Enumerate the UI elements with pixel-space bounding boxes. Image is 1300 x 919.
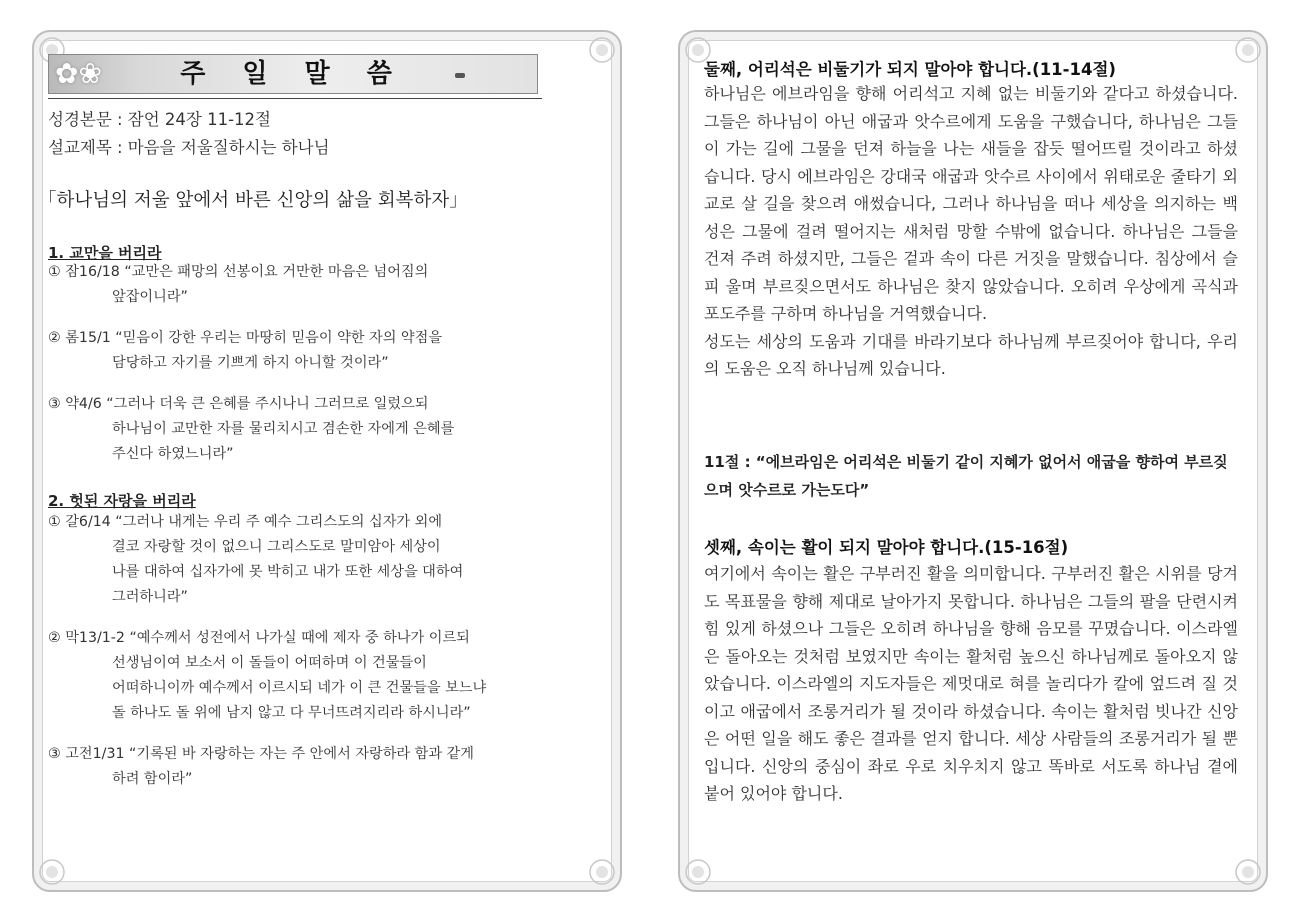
verse-block (48, 260, 428, 310)
verse-block (48, 326, 442, 376)
verse-line: ③ 약4/6 “그러나 더욱 큰 은혜를 주시나니 그러므로 일렀으되 (48, 396, 429, 412)
paragraph-text: 하나님은 에브라임을 향해 어리석고 지혜 없는 비둘기와 같다고 하셨습니다. 그들은 하나님이 아닌 애굽과 앗수르에게 도움을 구했습니다, 하나님은 그들이 가는 길에 그물을 던져 하늘을 나는 새들을 잡듯 떨어뜨릴 것이라고 하셨습니다. 당시 에브라임은 강대국 애굽과 앗수르 사이에서 위태로운 줄타기 외교로 살 길을 찾으려 애썼습니다, 그러나 하나님을 떠나 세상을 의지하는 백성은 그물에 걸려 떨어지는 새처럼 망할 수밖에 없습니다. 하나님은 그들을 건져 주려 하셨지만, 그들은 겉과 속이 다른 거짓을 말했습니다. 침상에서 슬피 울며 부르짖으면서도 하나님은 찾지 않았습니다. 오히려 우상에게 곡식과 포도주를 구하며 하나님을 거역했습니다. (704, 84, 1238, 323)
scripture-quote: 11절 : “에브라임은 어리석은 비둘기 같이 지혜가 없어서 애굽을 향하여 부르짖으며 앗수르로 가는도다” (704, 453, 1228, 499)
verse-line: ① 갈6/14 “그러나 내게는 우리 주 예수 그리스도의 십자가 외에 (48, 514, 443, 530)
banner-mark-icon (455, 73, 465, 78)
verse-line: 그러하니라” (112, 589, 188, 605)
section-heading-1: 1. 교만을 버리라 (48, 244, 162, 262)
verse-block (48, 392, 454, 467)
verse-line: ② 롬15/1 “믿음이 강한 우리는 마땅히 믿음이 약한 자의 약점을 (48, 330, 443, 346)
sermon-theme: 「하나님의 저울 앞에서 바른 신앙의 삶을 회복하자」 (38, 190, 468, 211)
scripture-reference: 성경본문 : 잠언 24장 11-12절 (48, 110, 271, 129)
right-content (704, 52, 1244, 862)
verse-line: ③ 고전1/31 “기록된 바 자랑하는 자는 주 안에서 자랑하라 함과 같게 (48, 746, 474, 762)
verse-line: ② 막13/1-2 “예수께서 성전에서 나가실 때에 제자 중 하나가 이르되 (48, 630, 470, 646)
verse-line: 나를 대하여 십자가에 못 박히고 내가 또한 세상을 대하여 (112, 564, 464, 580)
point-heading-3: 셋째, 속이는 활이 되지 말아야 합니다.(15-16절) (704, 538, 1069, 557)
body-paragraph (704, 560, 1238, 808)
verse-line: 앞잡이니라” (112, 289, 188, 305)
verse-block (48, 742, 474, 792)
verse-line: 하려 함이라” (112, 771, 193, 787)
verse-line: 하나님이 교만한 자를 물리치시고 겸손한 자에게 은혜를 (112, 421, 455, 437)
sermon-title: 설교제목 : 마음을 저울질하시는 하나님 (48, 138, 330, 157)
verse-line: 주신다 하였느니라” (112, 446, 234, 462)
verse-line: 결코 자랑할 것이 없으니 그리스도로 말미암아 세상이 (112, 539, 441, 555)
verse-line: 선생님이여 보소서 이 돌들이 어떠하며 이 건물들이 (112, 655, 427, 671)
paragraph-text: 성도는 세상의 도움과 기대를 바라기보다 하나님께 부르짖어야 합니다, 우리의 도움은 오직 하나님께 있습니다. (704, 331, 1238, 378)
left-page (32, 30, 622, 892)
page-title: 주 일 말 씀 (180, 59, 406, 89)
section-heading-2: 2. 헛된 자랑을 버리라 (48, 492, 196, 510)
verse-line: 돌 하나도 돌 위에 남지 않고 다 무너뜨려지리라 하시니라” (112, 705, 471, 721)
title-banner (48, 54, 538, 94)
verse-block (48, 626, 486, 726)
verse-line: 담당하고 자기를 기쁘게 하지 아니할 것이라” (112, 355, 389, 371)
point-heading-2: 둘째, 어리석은 비둘기가 되지 말아야 합니다.(11-14절) (704, 60, 1116, 79)
verse-line: 어떠하니이까 예수께서 이르시되 네가 이 큰 건물들을 보느냐 (112, 680, 487, 696)
verse-line: ① 잠16/18 “교만은 패망의 선봉이요 거만한 마음은 넘어짐의 (48, 264, 429, 280)
body-paragraph (704, 80, 1238, 383)
paragraph-text: 여기에서 속이는 활은 구부러진 활을 의미합니다. 구부러진 활은 시위를 당겨도 목표물을 향해 제대로 날아가지 못합니다. 하나님은 그들의 팔을 단련시켜 힘 있게 하셨으나 그들은 오히려 하나님을 향해 음모를 꾸몄습니다. 이스라엘은 돌아오는 것처럼 보였지만 속이는 활처럼 높으신 하나님께로 돌아오지 않았습니다. 이스라엘의 지도자들은 제멋대로 혀를 놀리다가 칼에 엎드려 질 것이고 애굽에서 조롱거리가 될 것이라 하셨습니다. 속이는 활처럼 빗나간 신앙은 어떤 일을 해도 좋은 결과를 얻지 합니다. 세상 사람들의 조롱거리가 될 뿐입니다. 신앙의 중심이 좌로 우로 치우치지 않고 똑바로 서도록 하나님 곁에 붙어 있어야 합니다. (704, 564, 1238, 803)
title-divider (48, 98, 542, 99)
right-page (678, 30, 1268, 892)
verse-block (48, 510, 463, 610)
daisy-icon: ✿❀ (55, 57, 102, 90)
